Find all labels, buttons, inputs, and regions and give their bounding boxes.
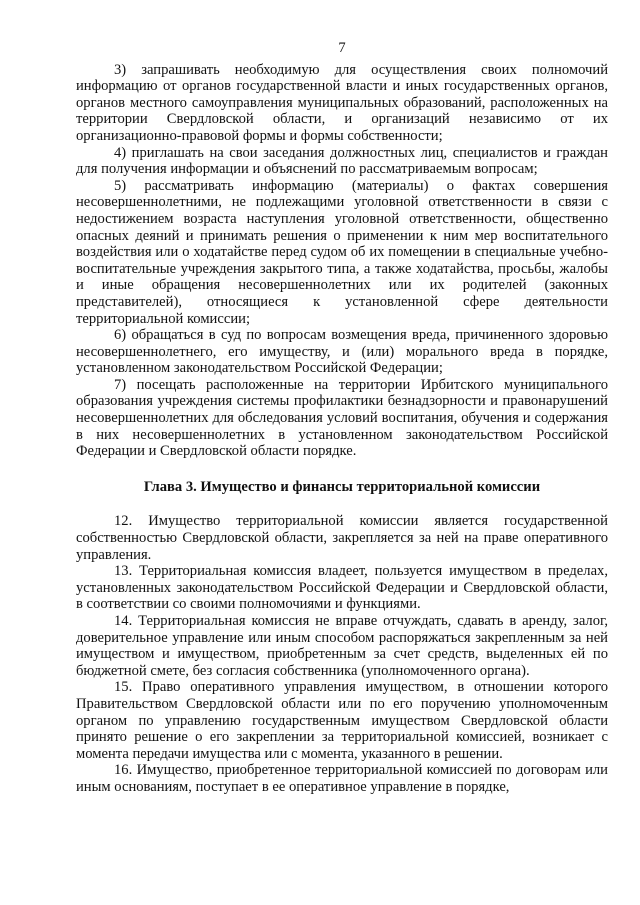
chapter-heading: Глава 3. Имущество и финансы территориальной комиссии (143, 478, 541, 495)
paragraph-item-3: 3) запрашивать необходимую для осуществления своих полномочий информацию от органов государственной власти и иных государственных органов, органов местного самоуправления муниципальных образований, расположенных на территории Свердловской области, и организаций независимо от их организационно-правовой формы и формы собственности; (76, 61, 608, 144)
paragraph-item-4: 4) приглашать на свои заседания должностных лиц, специалистов и граждан для получения информации и объяснений по рассматриваемым вопросам; (76, 144, 608, 178)
paragraph-item-5: 5) рассматривать информацию (материалы) о фактах совершения несовершеннолетними, не подлежащими уголовной ответственности в связи с недостижением возраста наступления уголовной ответственности, общественно опасных деяний и принимать решения о применении к ним мер воспитательного воздействия или о ходатайстве перед судом об их помещении в специальные учебно-воспитательные учреждения закрытого типа, а также ходатайства, просьбы, жалобы и иные обращения несовершеннолетних или их родителей (законных представителей), относящиеся к установленной сфере деятельности территориальной комиссии; (76, 177, 608, 327)
page-number: 7 (338, 40, 346, 56)
paragraph-clause-16: 16. Имущество, приобретенное территориальной комиссией по договорам или иным основаниям, поступает в ее оперативное управление в порядке, (76, 762, 608, 795)
paragraph-clause-12: 12. Имущество территориальной комиссии является государственной собственностью Свердловской области, закрепляется за ней на праве оперативного управления. (76, 513, 608, 563)
paragraph-item-7: 7) посещать расположенные на территории Ирбитского муниципального образования учреждения системы профилактики безнадзорности и правонарушений несовершеннолетних для обследования условий воспитания, обучения и содержания в них несовершеннолетних в установленном законодательством Российской Федерации и Свердловской области порядке. (76, 376, 608, 460)
paragraph-clause-15: 15. Право оперативного управления имуществом, в отношении которого Правительством Свердловской области или по его поручению уполномоченным органом по управлению государственным имуществом Свердловской области принято решение о его закреплении за территориальной комиссией, возникает с момента передачи имущества или с момента, указанного в решении. (76, 679, 608, 762)
paragraph-item-6: 6) обращаться в суд по вопросам возмещения вреда, причиненного здоровью несовершеннолетнего, его имуществу, и (или) морального вреда в порядке, установленном законодательством Российской Федерации; (76, 327, 608, 377)
paragraph-clause-14: 14. Территориальная комиссия не вправе отчуждать, сдавать в аренду, залог, доверительное управление или иным способом распоряжаться закрепленным за ней имуществом и имуществом, приобретенным за счет средств, выделенных ей по бюджетной смете, без согласия собственника (уполномоченного органа). (76, 613, 608, 679)
paragraph-clause-13: 13. Территориальная комиссия владеет, пользуется имуществом в пределах, установленных законодательством Российской Федерации и Свердловской области, в соответствии со своими полномочиями и функциями. (76, 563, 608, 613)
